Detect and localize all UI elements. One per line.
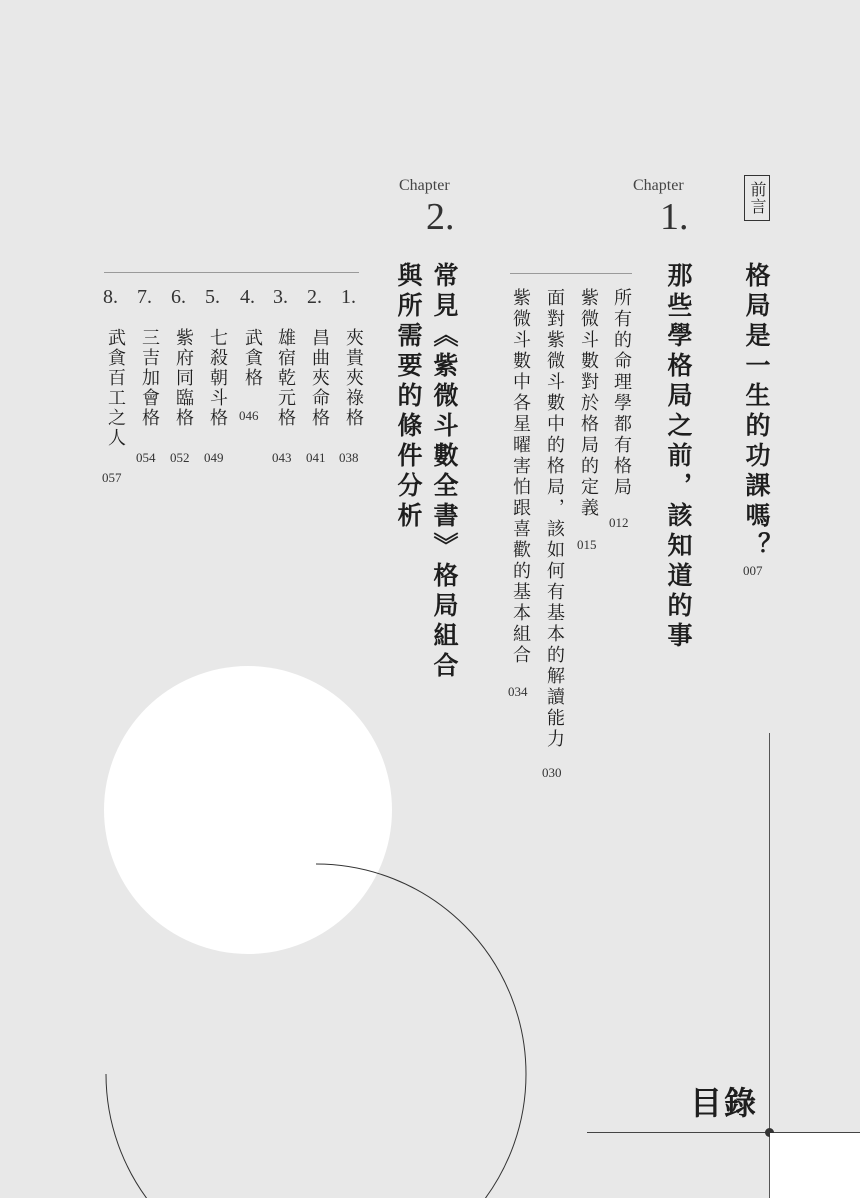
chapter2-item-2-page: 041	[306, 450, 326, 465]
white-circle	[104, 666, 392, 954]
preface-badge: 前言	[744, 175, 770, 221]
chapter1-item-3-page: 030	[542, 765, 562, 780]
chapter2-title-line2[interactable]: 與所需要的條件分析	[394, 262, 423, 532]
toc-heading: 目錄	[690, 1084, 759, 1122]
chapter2-item-6[interactable]: 紫府同臨格	[173, 328, 194, 428]
chapter1-item-2-page: 015	[577, 537, 597, 552]
chapter2-title-line1[interactable]: 常見《紫微斗數全書》格局組合	[430, 262, 459, 682]
chapter1-item-3[interactable]: 面對紫微斗數中的格局，該如何有基本的解讀能力	[544, 288, 565, 750]
chapter2-item-8-page: 057	[102, 470, 122, 485]
chapter2-item-5-page: 049	[204, 450, 224, 465]
chapter2-item-4-page: 046	[239, 408, 259, 423]
preface-title[interactable]: 格局是一生的功課嗎？	[742, 262, 771, 562]
chapter2-item-1-page: 038	[339, 450, 359, 465]
chapter1-item-1[interactable]: 所有的命理學都有格局	[611, 288, 632, 498]
preface-page: 007	[743, 563, 763, 578]
chapter1-item-4-page: 034	[508, 684, 528, 699]
chapter2-item-3[interactable]: 雄宿乾元格	[275, 328, 296, 428]
chapter2-item-8[interactable]: 武貪百工之人	[105, 328, 126, 448]
chapter2-item-4[interactable]: 武貪格	[242, 328, 263, 388]
chapter1-number: 1.	[660, 196, 689, 238]
chapter2-item-7-page: 054	[136, 450, 156, 465]
white-corner-block	[770, 1133, 860, 1198]
chapter2-item-5[interactable]: 七殺朝斗格	[207, 328, 228, 428]
chapter1-item-1-page: 012	[609, 515, 629, 530]
chapter2-item-1[interactable]: 夾貴夾祿格	[343, 328, 364, 428]
chapter2-item-8-num: 8.	[103, 286, 118, 308]
chapter1-rule	[510, 273, 632, 274]
chapter2-item-3-num: 3.	[273, 286, 288, 308]
chapter1-item-4[interactable]: 紫微斗數中各星曜害怕跟喜歡的基本組合	[510, 288, 531, 666]
chapter1-label: Chapter	[633, 177, 684, 194]
chapter2-item-2-num: 2.	[307, 286, 322, 308]
chapter1-title[interactable]: 那些學格局之前，該知道的事	[664, 262, 693, 652]
chapter2-item-1-num: 1.	[341, 286, 356, 308]
chapter2-rule	[104, 272, 359, 273]
chapter2-item-7-num: 7.	[137, 286, 152, 308]
chapter1-item-2[interactable]: 紫微斗數對於格局的定義	[578, 288, 599, 519]
chapter2-number: 2.	[426, 196, 455, 238]
chapter2-item-2[interactable]: 昌曲夾命格	[309, 328, 330, 428]
chapter2-label: Chapter	[399, 177, 450, 194]
chapter2-item-3-page: 043	[272, 450, 292, 465]
chapter2-item-6-page: 052	[170, 450, 190, 465]
chapter2-item-5-num: 5.	[205, 286, 220, 308]
chapter2-item-6-num: 6.	[171, 286, 186, 308]
chapter2-item-4-num: 4.	[240, 286, 255, 308]
chapter2-item-7[interactable]: 三吉加會格	[139, 328, 160, 428]
